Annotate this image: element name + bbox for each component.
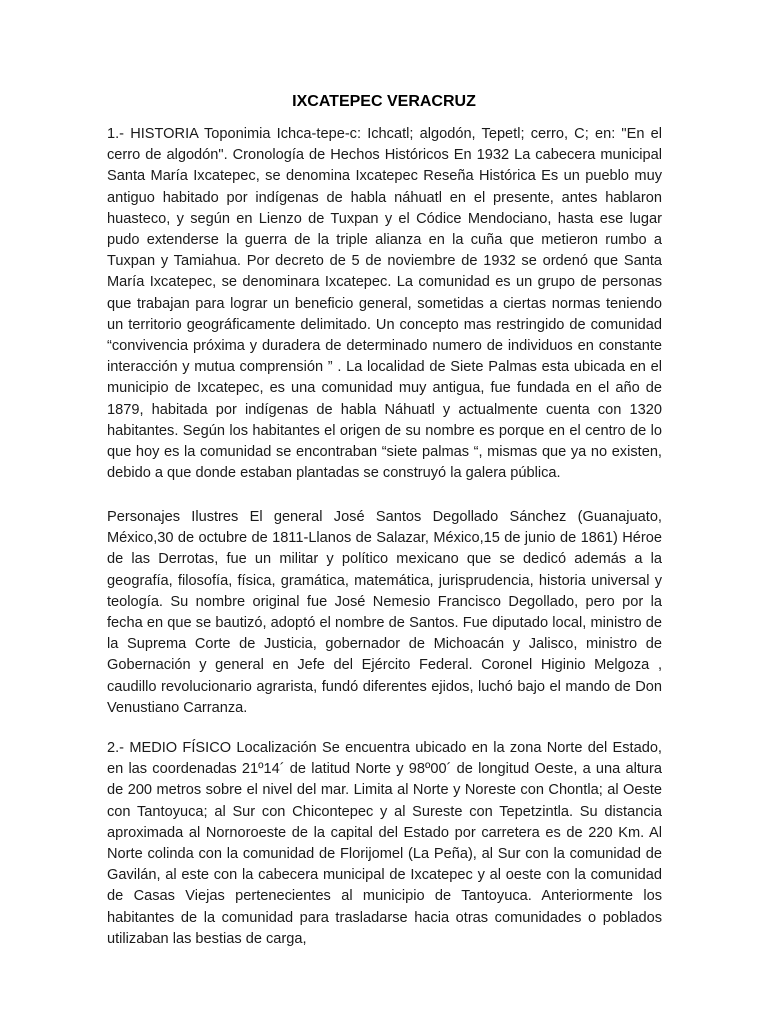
document-title: IXCATEPEC VERACRUZ xyxy=(292,93,476,110)
paragraph-personajes-ilustres: Personajes Ilustres El general José Santos Degollado Sánchez (Guanajuato, México,30 de octubre de 1811-Llanos de Salazar, México,15 de junio de 1861) Héroe de las Derrotas, fue un militar y político mexicano que se dedicó además a la geografía, filosofía, física, gramática, matemática, jurisprudencia, historia universal y teología. Su nombre original fue José Nemesio Francisco Degollado, pero por la fecha en que se bautizó, adoptó el nombre de Santos. Fue diputado local, ministro de la Suprema Corte de Justicia, gobernador de Michoacán y Jalisco, ministro de Gobernación y general en Jefe del Ejército Federal. Coronel Higinio Melgoza , caudillo revolucionario agrarista, fundó diferentes ejidos, luchó bajo el mando de Don Venustiano Carranza. xyxy=(107,509,662,716)
paragraph-medio-fisico: 2.- MEDIO FÍSICO Localización Se encuentra ubicado en la zona Norte del Estado, en las coordenadas 21º14´ de latitud Norte y 98º00´ de longitud Oeste, a una altura de 200 metros sobre el nivel del mar. Limita al Norte y Noreste con Chontla; al Oeste con Tantoyuca; al Sur con Chicontepec y al Sureste con Tepetzintla. Su distancia aproximada al Nornoroeste de la capital del Estado por carretera es de 220 Km. Al Norte colinda con la comunidad de Florijomel (La Peña), al Sur con la comunidad de Gavilán, al este con la cabecera municipal de Ixcatepec y al oeste con la comunidad de Casas Viejas pertenecientes al municipio de Tantoyuca. Anteriormente los habitantes de la comunidad para trasladarse hacia otras comunidades o poblados utilizaban las bestias de carga, xyxy=(107,740,662,947)
paragraph-historia: 1.- HISTORIA Toponimia Ichca-tepe-c: Ichcatl; algodón, Tepetl; cerro, C; en: "En el cerro de algodón". Cronología de Hechos Históricos En 1932 La cabecera municipal Santa María Ixcatepec, se denomina Ixcatepec Reseña Histórica Es un pueblo muy antiguo habitado por indígenas de habla náhuatl en el presente, antes hablaron huasteco, y según en Lienzo de Tuxpan y el Códice Mendociano, hasta ese lugar pudo extenderse la guerra de la triple alianza en la cuña que metieron rumbo a Tuxpan y Tamiahua. Por decreto de 5 de noviembre de 1932 se ordenó que Santa María Ixcatepec, se denominara Ixcatepec. La comunidad es un grupo de personas que trabajan para lograr un beneficio general, sometidas a ciertas normas teniendo un territorio geográficamente delimitado. Un concepto mas restringido de comunidad “convivencia próxima y duradera de determinado numero de individuos en constante interacción y mutua comprensión ” . La localidad de Siete Palmas esta ubicada en el municipio de Ixcatepec, es una comunidad muy antigua, fue fundada en el año de 1879, habitada por indígenas de habla Náhuatl y actualmente cuenta con 1320 habitantes. Según los habitantes el origen de su nombre es porque en el centro de lo que hoy es la comunidad se encontraban “siete palmas “, mismas que ya no existen, debido a que donde estaban plantadas se construyó la galera pública. xyxy=(107,126,662,482)
